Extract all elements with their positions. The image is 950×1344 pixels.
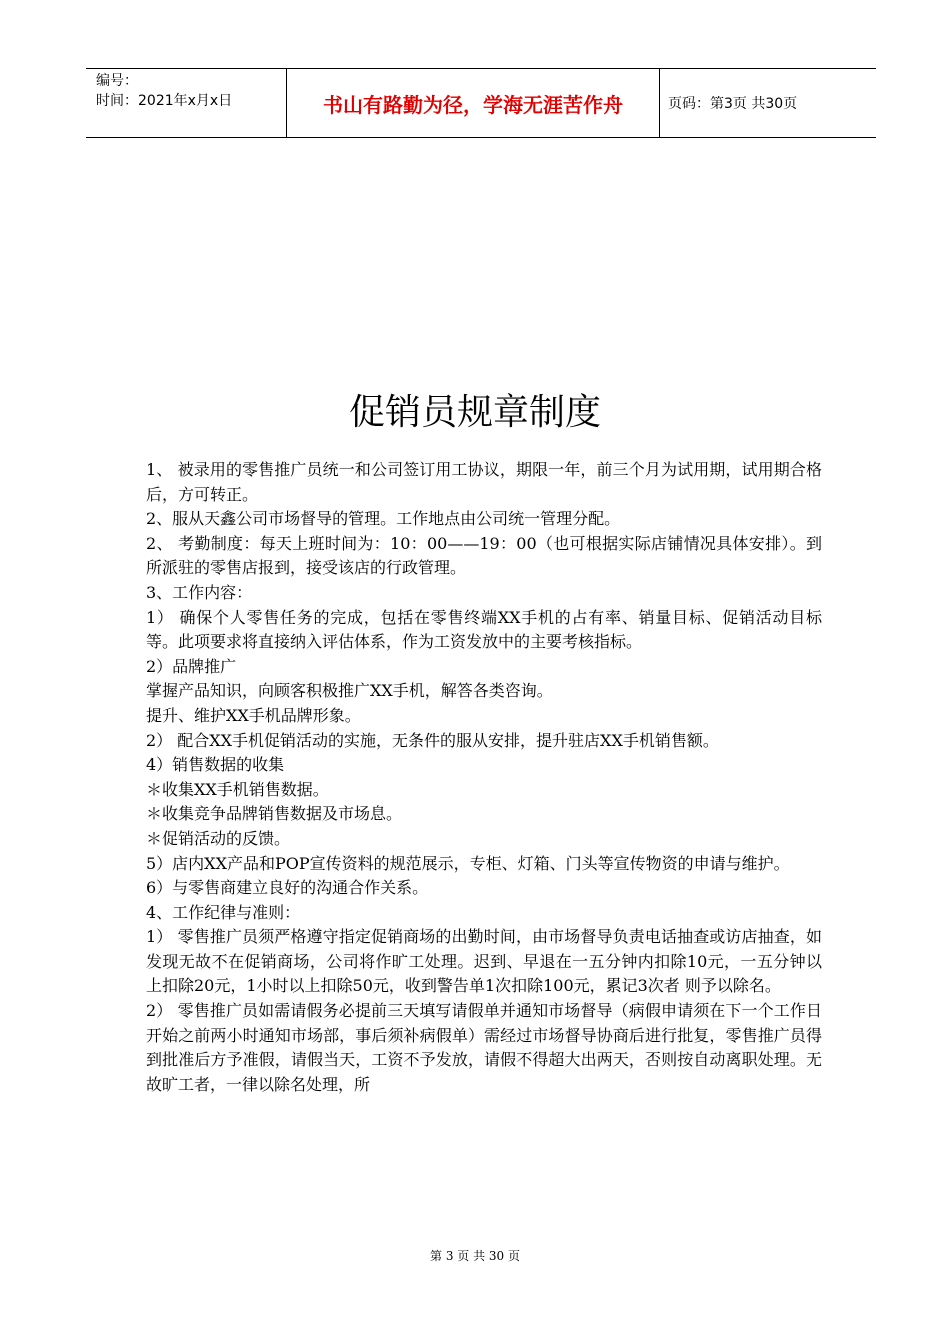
serial-number-label: 编号： [96, 73, 138, 89]
paragraph: 2、服从天鑫公司市场督导的管理。工作地点由公司统一管理分配。 [146, 509, 621, 529]
paragraph: ＊收集XX手机销售数据。 [146, 779, 329, 799]
page-footer: 第 3 页 共 30 页 [430, 1249, 520, 1263]
paragraph: 掌握产品知识，向顾客积极推广XX手机，解答各类咨询。 [146, 681, 553, 701]
header-page-info: 页码：第3页 共30页 [668, 96, 798, 112]
paragraph: 2） 配合XX手机促销活动的实施，无条件的服从安排，提升驻店XX手机销售额。 [146, 730, 719, 750]
date-label: 时间：2021年x月x日 [96, 93, 233, 109]
header-meta [86, 69, 287, 137]
document-body [146, 458, 822, 1097]
paragraph: 4、工作纪律与准则： [146, 902, 301, 922]
paragraph: 提升、维护XX手机品牌形象。 [146, 705, 361, 725]
paragraph: 1） 确保个人零售任务的完成，包括在零售终端XX手机的占有率、销量目标、促销活动目标等。此项要求将直接纳入评估体系，作为工资发放中的主要考核指标。 [146, 607, 822, 652]
paragraph: 3、工作内容： [146, 582, 253, 602]
paragraph: 2、 考勤制度：每天上班时间为：10：00——19：00（也可根据实际店铺情况具体安排）。到所派驻的零售店报到，接受该店的行政管理。 [146, 533, 822, 578]
paragraph: 1） 零售推广员须严格遵守指定促销商场的出勤时间，由市场督导负责电话抽查或访店抽查，如发现无故不在促销商场，公司将作旷工处理。迟到、早退在一五分钟内扣除10元，一五分钟以上扣除20元，1小时以上扣除50元，收到警告单1次扣除100元，累记3次者 则予以除名。 [146, 927, 822, 996]
document-title: 促销员规章制度 [348, 392, 601, 433]
paragraph: ＊收集竞争品牌销售数据及市场息。 [146, 804, 403, 824]
paragraph: 2）品牌推广 [146, 656, 237, 676]
paragraph: ＊促销活动的反馈。 [146, 828, 291, 848]
paragraph: 6）与零售商建立良好的沟通合作关系。 [146, 878, 429, 898]
paragraph: 5）店内XX产品和POP宣传资料的规范展示，专柜、灯箱、门头等宣传物资的申请与维护。 [146, 853, 790, 873]
document-header [86, 68, 876, 138]
header-motto: 书山有路勤为径，学海无涯苦作舟 [287, 69, 660, 137]
paragraph: 2） 零售推广员如需请假务必提前三天填写请假单并通知市场督导（病假申请须在下一个工作日开始之前两小时通知市场部，事后须补病假单）需经过市场督导协商后进行批复，零售推广员得到批准后方予准假，请假当天，工资不予发放，请假不得超大出两天，否则按自动离职处理。无故旷工者，一律以除名处理，所 [146, 1001, 822, 1094]
paragraph: 4）销售数据的收集 [146, 755, 285, 775]
paragraph: 1、 被录用的零售推广员统一和公司签订用工协议，期限一年，前三个月为试用期，试用期合格后，方可转正。 [146, 460, 822, 504]
